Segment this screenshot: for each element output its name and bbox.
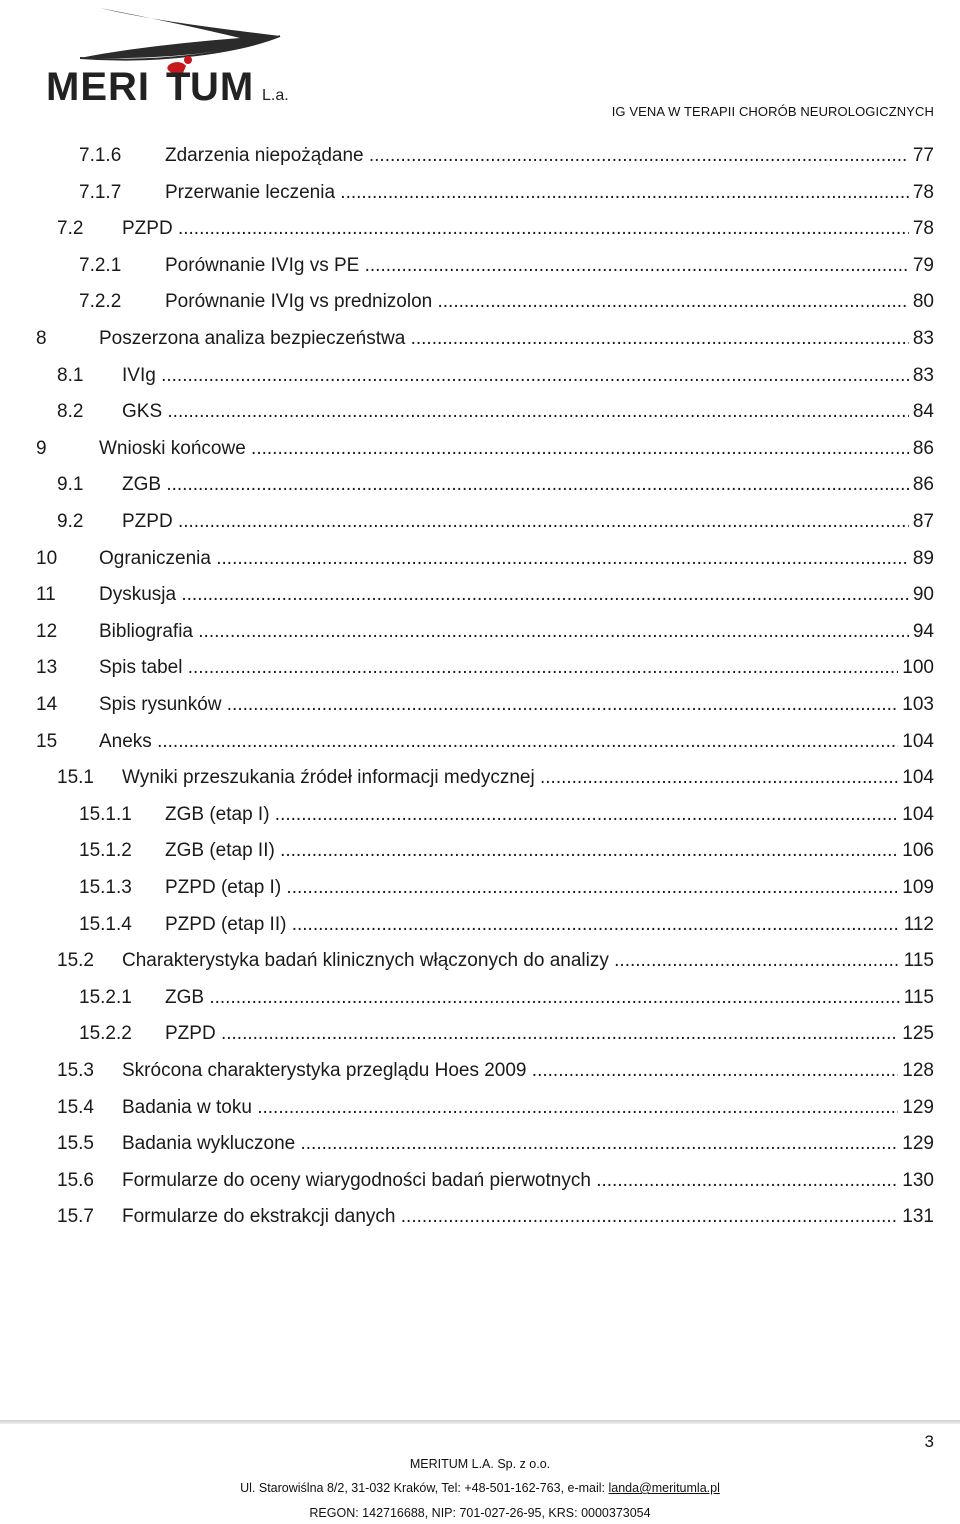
toc-entry-title: ZGB ..... <box>165 982 924 1014</box>
toc-entry-number: 15.1.3 <box>79 877 132 898</box>
toc-entry-title: IVIg ..... <box>122 360 924 392</box>
toc-entry[interactable] <box>0 213 960 245</box>
toc-entry[interactable] <box>0 506 960 538</box>
toc-entry-number: 15.1 <box>57 767 94 789</box>
footer-address-text: Ul. Starowiślna 8/2, 31-032 Kraków, Tel: +48-501-162-763, e-mail: <box>240 1481 609 1495</box>
toc-entry-number: 12 <box>36 620 58 642</box>
toc-entry[interactable] <box>0 177 960 209</box>
svg-text:UM: UM <box>190 65 255 109</box>
toc-entry-number: 7.2 <box>57 218 84 240</box>
toc-entry-page: 115 <box>900 982 934 1014</box>
toc-entry[interactable] <box>0 982 960 1014</box>
toc-entry[interactable] <box>0 433 960 465</box>
toc-entry-number: 14 <box>36 694 58 715</box>
document-title: IG VENA W TERAPII CHORÓB NEUROLOGICZNYCH <box>611 104 934 119</box>
svg-text:L.a.: L.a. <box>262 87 289 104</box>
toc-entry-number: 15.1.1 <box>79 803 132 825</box>
toc-entry-title: Bibliografia ..... <box>99 616 924 648</box>
toc-entry-number: 7.2.1 <box>79 254 122 276</box>
toc-entry-title: PZPD (etap I) ..... <box>165 872 924 904</box>
toc-entry-title: ZGB ..... <box>122 469 924 501</box>
toc-entry-title: Formularze do ekstrakcji danych ..... <box>122 1201 924 1233</box>
toc-entry-title: Formularze do oceny wiarygodności badań pierwotnych ..... <box>122 1165 924 1197</box>
toc-entry-number: 15.7 <box>57 1206 94 1228</box>
toc-entry-number: 15.5 <box>57 1133 94 1155</box>
toc-entry[interactable] <box>0 1018 960 1050</box>
toc-entry-page: 103 <box>898 689 934 721</box>
toc-entry-number: 7.1.6 <box>79 145 122 166</box>
toc-entry-page: 115 <box>900 945 934 977</box>
toc-entry-page: 84 <box>909 396 934 428</box>
toc-entry-title: Charakterystyka badań klinicznych włączonych do analizy ..... <box>122 945 924 977</box>
toc-entry-page: 129 <box>898 1128 934 1160</box>
page-number: 3 <box>924 1432 934 1451</box>
toc-entry[interactable] <box>0 396 960 428</box>
toc-entry-number: 7.1.7 <box>79 181 122 203</box>
toc-entry[interactable] <box>0 652 960 684</box>
toc-entry-title: Ograniczenia ..... <box>99 543 924 575</box>
toc-entry-page: 104 <box>898 726 934 758</box>
toc-entry[interactable] <box>0 835 960 867</box>
footer-divider <box>0 1420 960 1424</box>
toc-entry[interactable] <box>0 762 960 794</box>
toc-entry-number: 15.4 <box>57 1096 94 1118</box>
toc-entry-page: 77 <box>909 140 934 172</box>
toc-entry-title: PZPD ..... <box>122 213 924 245</box>
toc-entry-title: ZGB (etap II) ..... <box>165 835 924 867</box>
toc-entry-number: 15.2.1 <box>79 986 132 1008</box>
toc-entry-title: Porównanie IVIg vs prednizolon ..... <box>165 286 924 318</box>
toc-entry-page: 80 <box>909 286 934 318</box>
toc-entry-title: Dyskusja ..... <box>99 579 924 611</box>
toc-entry-page: 83 <box>909 360 934 392</box>
footer-registration: REGON: 142716688, NIP: 701-027-26-95, KRS: 0000373054 <box>309 1506 651 1520</box>
toc-entry-page: 104 <box>898 762 934 794</box>
toc-entry-title: Przerwanie leczenia ..... <box>165 177 924 209</box>
toc-entry-page: 131 <box>898 1201 934 1233</box>
toc-entry-title: Wyniki przeszukania źródeł informacji medycznej ..... <box>122 762 924 794</box>
toc-entry[interactable] <box>0 250 960 282</box>
toc-entry-page: 83 <box>909 323 934 355</box>
toc-entry-number: 7.2.2 <box>79 291 122 313</box>
toc-entry-title: Porównanie IVIg vs PE ..... <box>165 250 924 282</box>
toc-entry-number: 15.1.2 <box>79 840 132 862</box>
toc-entry-page: 89 <box>909 543 934 575</box>
toc-entry-number: 9.1 <box>57 474 84 496</box>
toc-entry[interactable] <box>0 909 960 941</box>
toc-entry-number: 10 <box>36 547 58 569</box>
toc-entry[interactable] <box>0 140 960 172</box>
toc-entry-number: 15.6 <box>57 1169 94 1191</box>
toc-entry[interactable] <box>0 799 960 831</box>
toc-entry-page: 100 <box>898 652 934 684</box>
toc-entry-number: 15 <box>36 730 58 752</box>
toc-entry-page: 94 <box>909 616 934 648</box>
toc-entry-title: Zdarzenia niepożądane ..... <box>165 140 924 172</box>
toc-entry-page: 130 <box>898 1165 934 1197</box>
toc-entry-number: 9 <box>36 437 47 459</box>
toc-entry[interactable] <box>0 360 960 392</box>
svg-text:T: T <box>166 65 191 109</box>
toc-entry-page: 90 <box>909 579 934 611</box>
footer-company: MERITUM L.A. Sp. z o.o. <box>409 1457 551 1471</box>
toc-entry-number: 8.1 <box>57 364 84 386</box>
toc-entry[interactable] <box>0 872 960 904</box>
toc-entry[interactable] <box>0 543 960 575</box>
toc-entry-title: Badania w toku ..... <box>122 1092 924 1124</box>
toc-entry-page: 125 <box>898 1018 934 1050</box>
toc-entry-page: 104 <box>898 799 934 831</box>
toc-entry-number: 15.2.2 <box>79 1023 132 1045</box>
toc-entry-page: 129 <box>898 1092 934 1124</box>
toc-entry-page: 79 <box>909 250 934 282</box>
toc-entry[interactable] <box>0 323 960 355</box>
toc-entry-number: 9.2 <box>57 511 84 532</box>
toc-entry-number: 15.2 <box>57 950 94 972</box>
footer-email-link[interactable]: landa@meritumla.pl <box>608 1481 720 1495</box>
toc-entry-page: 86 <box>909 469 934 501</box>
toc-entry-number: 15.3 <box>57 1060 94 1081</box>
toc-entry-title: Aneks ..... <box>99 726 924 758</box>
toc-entry-number: 13 <box>36 657 58 679</box>
toc-entry[interactable] <box>0 469 960 501</box>
toc-entry-page: 78 <box>909 177 934 209</box>
page-header <box>0 0 960 130</box>
toc-entry[interactable] <box>0 945 960 977</box>
toc-entry[interactable] <box>0 616 960 648</box>
toc-entry-page: 87 <box>909 506 934 538</box>
toc-entry-page: 106 <box>898 835 934 867</box>
toc-entry[interactable] <box>0 1128 960 1160</box>
toc-entry-page: 86 <box>909 433 934 465</box>
toc-entry[interactable] <box>0 689 960 721</box>
toc-entry-page: 78 <box>909 213 934 245</box>
toc-entry-title: Badania wykluczone ..... <box>122 1128 924 1160</box>
toc-entry-number: 8 <box>36 328 47 349</box>
toc-entry[interactable] <box>0 1055 960 1087</box>
toc-entry-number: 8.2 <box>57 401 84 423</box>
toc-entry[interactable] <box>0 726 960 758</box>
toc-entry[interactable] <box>0 1165 960 1197</box>
svg-text:MERI: MERI <box>46 65 150 109</box>
toc-entry-title: Skrócona charakterystyka przeglądu Hoes 2009 ..... <box>122 1055 924 1087</box>
toc-entry-title: GKS ..... <box>122 396 924 428</box>
toc-entry-title: Wnioski końcowe ..... <box>99 433 924 465</box>
toc-entry-title: Spis rysunków ..... <box>99 689 924 721</box>
toc-entry[interactable] <box>0 579 960 611</box>
toc-entry[interactable] <box>0 1092 960 1124</box>
toc-entry-number: 15.1.4 <box>79 913 132 935</box>
toc-entry-title: PZPD ..... <box>122 506 924 538</box>
toc-entry-page: 112 <box>900 909 934 941</box>
toc-entry-title: ZGB (etap I) ..... <box>165 799 924 831</box>
meritum-logo <box>40 0 310 110</box>
footer-address <box>0 1481 960 1495</box>
toc-entry-title: Poszerzona analiza bezpieczeństwa ..... <box>99 323 924 355</box>
toc-entry[interactable] <box>0 1201 960 1233</box>
toc-entry-number: 11 <box>36 584 56 606</box>
toc-entry[interactable] <box>0 286 960 318</box>
toc-entry-title: Spis tabel ..... <box>99 652 924 684</box>
toc-entry-title: PZPD ..... <box>165 1018 924 1050</box>
toc-entry-page: 109 <box>898 872 934 904</box>
toc-entry-title: PZPD (etap II) ..... <box>165 909 924 941</box>
toc-entry-page: 128 <box>898 1055 934 1087</box>
